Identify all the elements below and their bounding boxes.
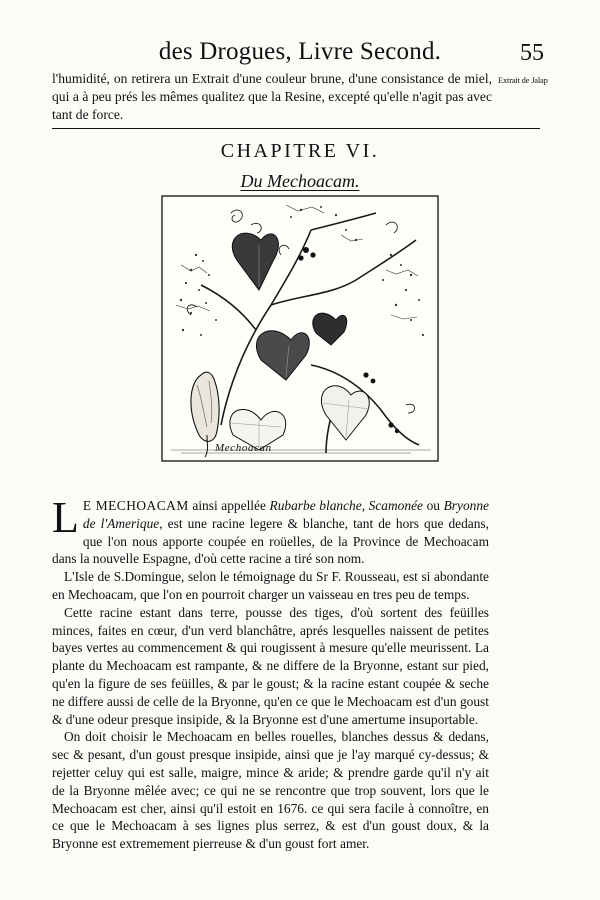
paragraph-1 xyxy=(52,493,489,568)
p1-text-2: , xyxy=(361,498,369,513)
mechoacam-plant-illustration xyxy=(161,195,439,462)
paragraph-3: Cette racine estant dans terre, pousse des tiges, d'où sortent des feüilles minces, faites en cœur, d'un verd blanchâtre, aprés lesquelles naissent de petites bayes vertes au commencement & qui rougissent à mesure qu'elle meurissent. La plante du Mechoacam est rampante, & ne differe de la Bryonne, estant sur pied, qu'en la figure de ses feüilles, & par le goust; & la racine estant coupée & seche ne differe aussi de celle de la Bryonne, qu'en ce que le Mechoacam est d'un goust & d'une odeur presque insipide, & la Bryonne est d'une amertume insuportable. xyxy=(52,604,489,727)
p1-text-4: , est une racine legere & blanche, tant de hors que dedans, que l'on nous apporte coupée en roüelles, de la Province de Mechoacam dans la nouvelle Espagne, d'où cette racine a tiré son nom. xyxy=(52,515,489,567)
lead-word: E MECHOACAM xyxy=(82,498,189,513)
paragraph-4: On doit choisir le Mechoacam en belles rouelles, blanches dessus & dedans, sec & pesant, d'un goust presque insipide, ainsi que je l'ay marqué cy-dessus; & rejetter celuy qui est salle, maigre, mince & aride; & prendre garde qu'il n'y ait de la Bryonne mêlée avec; ce qui ne se rencontre que trop souvent, lors que le Mechoacam est cher, ainsi qu'il estoit en 1676. ce qui sera facile à connoître, en ce que le Mechoacam à ses lignes plus serrez, & est d'un goust doux, & la Bryonne est extremement pierreuse & d'un goust fort amer. xyxy=(52,729,489,852)
chapter-subtitle xyxy=(0,171,600,192)
p1-italic-3: Bryonne de l'Amerique xyxy=(82,498,489,531)
running-title: des Drogues, Livre Second. xyxy=(158,38,442,65)
paragraph-2: L'Isle de S.Domingue, selon le témoignage du Sr F. Rousseau, est si abondante en Mechoacam, que l'on en pourroit charger un vaisseau en tres peu de temps. xyxy=(52,569,489,602)
margin-note: Extrait de Jalap xyxy=(498,75,548,85)
p1-italic-2: Scamonée xyxy=(368,498,423,513)
p1-italic-1: Rubarbe blanche xyxy=(269,498,362,513)
page-number: 55 xyxy=(520,40,544,66)
header-rule xyxy=(52,128,540,129)
chapter-body xyxy=(52,493,489,853)
drop-cap: L xyxy=(52,493,79,542)
intro-paragraph: l'humidité, on retirera un Extrait d'une couleur brune, d'une consistance de miel, qui a à peu prés les mêmes qualitez que la Resine, excepté qu'elle n'agit pas avec tant de force. xyxy=(52,71,492,122)
plant-caption: Mechoacan xyxy=(215,442,272,454)
p1-text-1: ainsi appellée xyxy=(188,498,270,513)
p1-text-3: ou xyxy=(422,498,444,513)
chapter-heading: CHAPITRE VI. xyxy=(220,140,380,162)
chapter-subtitle-text: Du Mechoacam. xyxy=(240,171,360,191)
mechoacam-engraving xyxy=(161,195,439,462)
